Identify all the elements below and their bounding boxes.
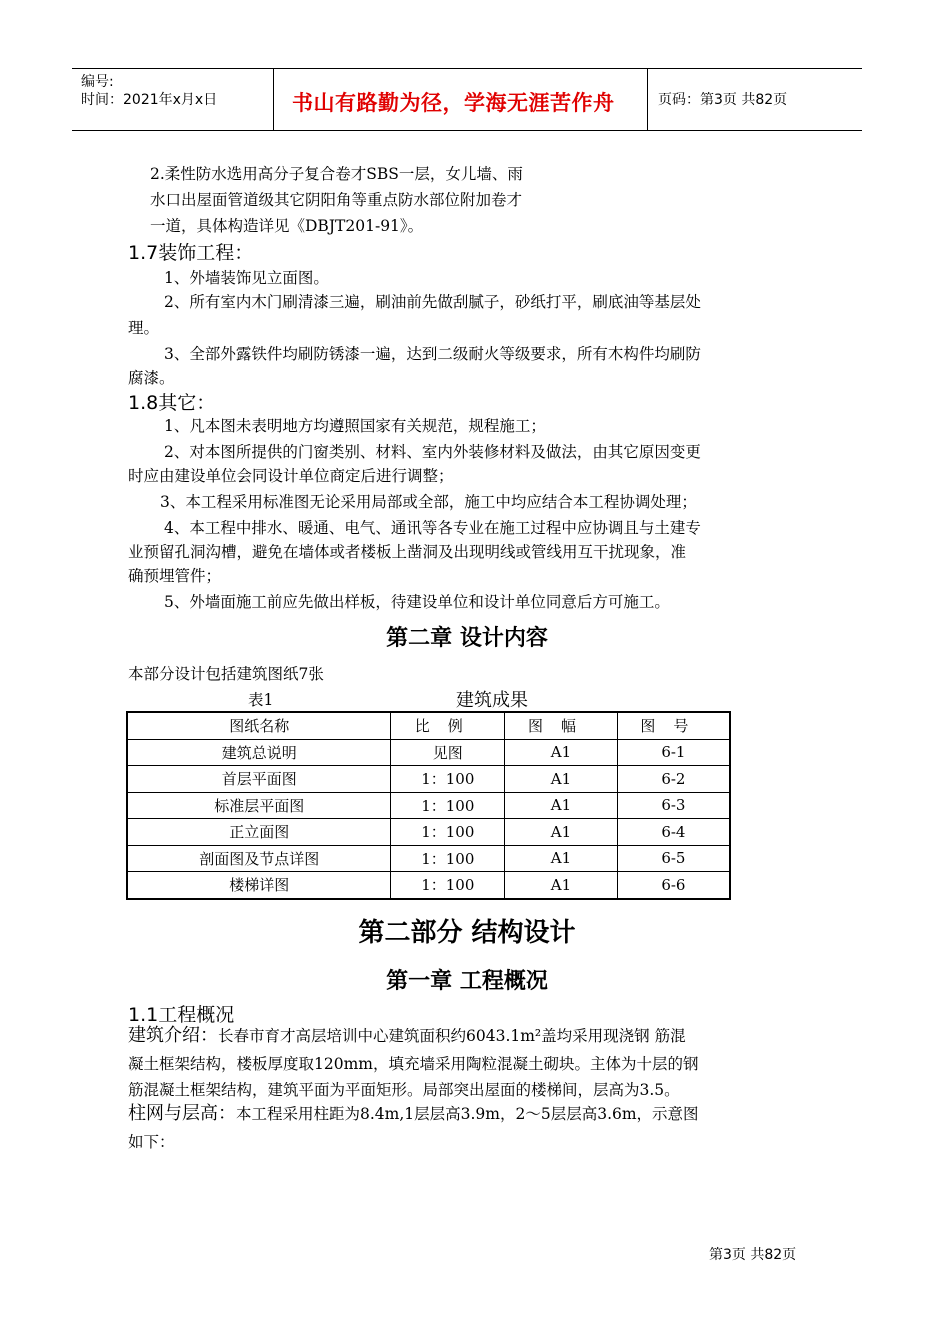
results-table bbox=[126, 711, 731, 900]
page-header bbox=[72, 68, 862, 131]
table-cell: A1 bbox=[505, 792, 618, 819]
table-cell: 1：100 bbox=[391, 766, 505, 793]
time-label: 时间：2021年x月x日 bbox=[81, 92, 218, 108]
column-header: 比例 bbox=[391, 712, 505, 739]
list-item: 确预埋管件； bbox=[128, 567, 222, 585]
section-heading: 1.8其它： bbox=[128, 392, 216, 414]
table-cell: 6-2 bbox=[617, 766, 730, 793]
list-item: 3、全部外露铁件均刷防锈漆一遍，达到二级耐火等级要求，所有木构件均刷防 bbox=[164, 345, 701, 363]
list-item: 2、所有室内木门刷清漆三遍，刷油前先做刮腻子，砂纸打平，刷底油等基层处 bbox=[164, 293, 701, 311]
chapter-intro: 本部分设计包括建筑图纸7张 bbox=[128, 665, 324, 683]
number-label: 编号: bbox=[81, 74, 114, 90]
table-cell: 6-6 bbox=[617, 872, 730, 899]
list-item: 1、外墙装饰见立面图。 bbox=[164, 269, 329, 287]
table-cell: 6-5 bbox=[617, 845, 730, 872]
table-title: 建筑成果 bbox=[456, 690, 528, 711]
paragraph-line: 2.柔性防水选用高分子复合卷才SBS一层，女儿墙、雨 bbox=[150, 165, 523, 183]
paragraph-line bbox=[128, 1102, 699, 1126]
table-row bbox=[127, 872, 730, 899]
list-item: 1、凡本图未表明地方均遵照国家有关规范，规程施工； bbox=[164, 417, 546, 435]
column-header: 图纸名称 bbox=[127, 712, 391, 739]
table-cell: 剖面图及节点详图 bbox=[127, 845, 391, 872]
table-cell: 首层平面图 bbox=[127, 766, 391, 793]
header-divider bbox=[273, 69, 274, 130]
list-item: 理。 bbox=[128, 319, 160, 337]
table-cell: 1：100 bbox=[391, 792, 505, 819]
list-item: 腐漆。 bbox=[128, 369, 175, 387]
table-cell: A1 bbox=[505, 872, 618, 899]
chapter-title: 第二章 设计内容 bbox=[386, 626, 548, 651]
header-divider bbox=[647, 69, 648, 130]
table-row bbox=[127, 739, 730, 766]
table-cell: A1 bbox=[505, 766, 618, 793]
table-row bbox=[127, 766, 730, 793]
table-cell: A1 bbox=[505, 819, 618, 846]
list-item: 5、外墙面施工前应先做出样板，待建设单位和设计单位同意后方可施工。 bbox=[164, 593, 670, 611]
grid-label: 柱网与层高： bbox=[128, 1103, 236, 1124]
table-header-row bbox=[127, 712, 730, 739]
table-cell: 6-1 bbox=[617, 739, 730, 766]
section-heading: 1.7装饰工程： bbox=[128, 242, 254, 264]
table-label: 表1 bbox=[248, 691, 274, 709]
column-header: 图幅 bbox=[505, 712, 618, 739]
list-item: 业预留孔洞沟槽，避免在墙体或者楼板上凿洞及出现明线或管线用互干扰现象，准 bbox=[128, 543, 687, 561]
list-item: 2、对本图所提供的门窗类别、材料、室内外装修材料及做法，由其它原因变更 bbox=[164, 443, 701, 461]
grid-text: 本工程采用柱距为8.4m,1层层高3.9m，2～5层层高3.6m，示意图 bbox=[236, 1105, 699, 1123]
chapter-title: 第一章 工程概况 bbox=[386, 969, 548, 994]
section-heading: 1.1工程概况 bbox=[128, 1004, 235, 1026]
part-title: 第二部分 结构设计 bbox=[358, 918, 576, 948]
intro-text: 长春市育才高层培训中心建筑面积约6043.1m²盖均采用现浇钢 筋混 bbox=[218, 1027, 686, 1045]
table-cell: 正立面图 bbox=[127, 819, 391, 846]
list-item: 4、本工程中排水、暖通、电气、通讯等各专业在施工过程中应协调且与土建专 bbox=[164, 519, 701, 537]
table-cell: 1：100 bbox=[391, 872, 505, 899]
table-cell: A1 bbox=[505, 845, 618, 872]
paragraph-line: 一道，具体构造详见《DBJT201-91》。 bbox=[150, 217, 424, 235]
footer-page-number: 第3页 共82页 bbox=[709, 1247, 797, 1263]
table-cell: 6-3 bbox=[617, 792, 730, 819]
column-header: 图号 bbox=[617, 712, 730, 739]
table-cell: 6-4 bbox=[617, 819, 730, 846]
paragraph-line bbox=[128, 1024, 686, 1048]
list-item: 3、本工程采用标准图无论采用局部或全部，施工中均应结合本工程协调处理； bbox=[160, 493, 697, 511]
list-item: 时应由建设单位会同设计单位商定后进行调整； bbox=[128, 467, 454, 485]
table-cell: 标准层平面图 bbox=[127, 792, 391, 819]
paragraph-line: 筋混凝土框架结构，建筑平面为平面矩形。局部突出屋面的楼梯间，层高为3.5。 bbox=[128, 1081, 680, 1099]
table-cell: A1 bbox=[505, 739, 618, 766]
table-cell: 1：100 bbox=[391, 819, 505, 846]
table-row bbox=[127, 845, 730, 872]
intro-label: 建筑介绍： bbox=[128, 1025, 218, 1046]
table-cell: 建筑总说明 bbox=[127, 739, 391, 766]
table-cell: 1：100 bbox=[391, 845, 505, 872]
paragraph-line: 如下： bbox=[128, 1133, 175, 1151]
table-row bbox=[127, 792, 730, 819]
paragraph-line: 水口出屋面管道级其它阴阳角等重点防水部位附加卷才 bbox=[150, 191, 523, 209]
table-cell: 见图 bbox=[391, 739, 505, 766]
header-page-label: 页码：第3页 共82页 bbox=[658, 92, 788, 108]
table-row bbox=[127, 819, 730, 846]
motto: 书山有路勤为径，学海无涯苦作舟 bbox=[292, 91, 615, 115]
paragraph-line: 凝土框架结构，楼板厚度取120mm，填充墙采用陶粒混凝土砌块。主体为十层的钢 bbox=[128, 1055, 699, 1073]
table-cell: 楼梯详图 bbox=[127, 872, 391, 899]
